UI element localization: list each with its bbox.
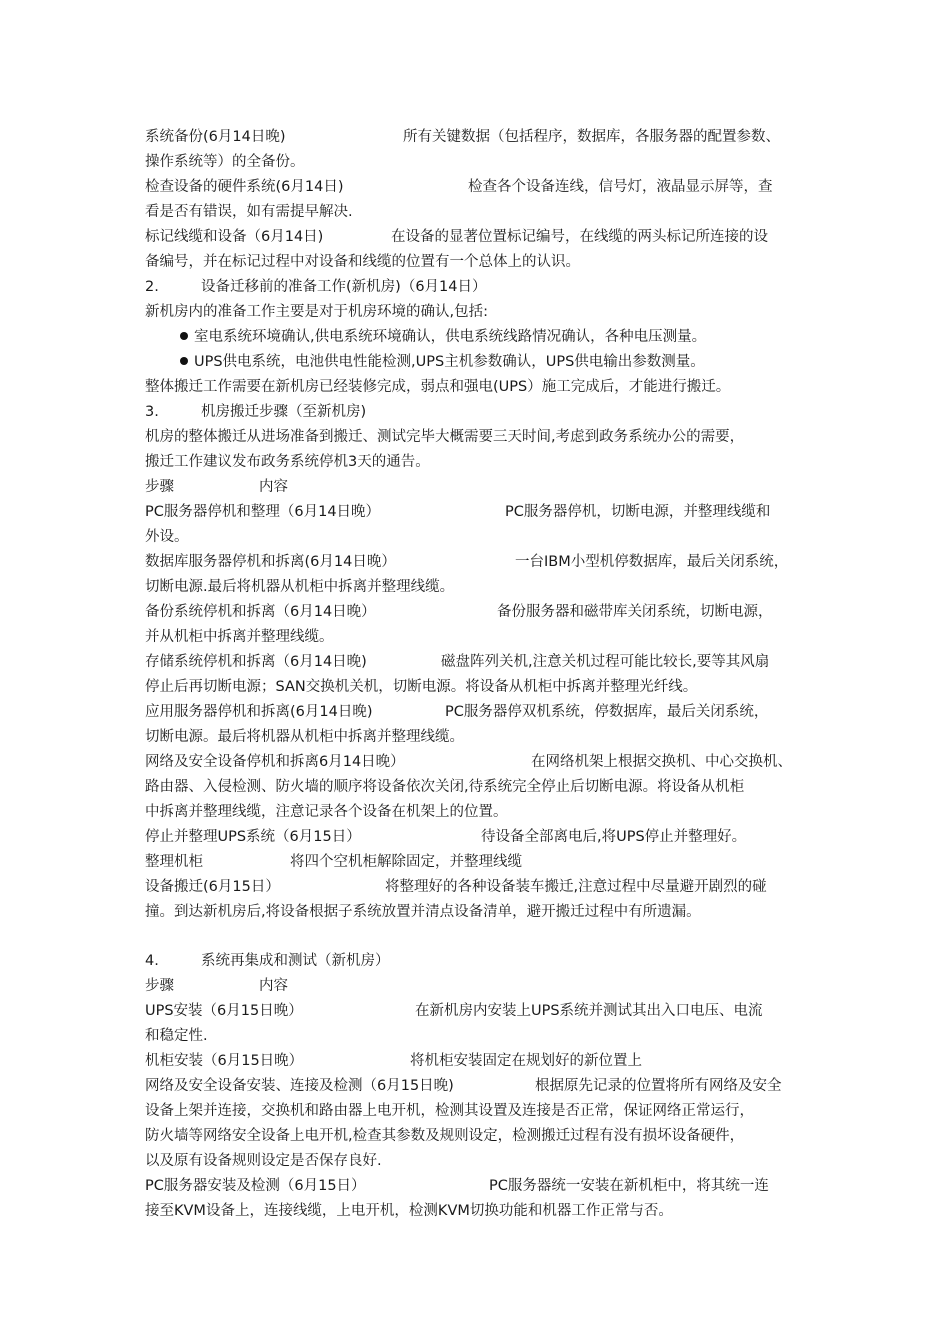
bullet-icon	[180, 332, 188, 340]
text-line: 撞。到达新机房后,将设备根据子系统放置并清点设备清单，避开搬迁过程中有所遗漏。	[145, 904, 701, 920]
table-header: 步骤 内容	[145, 978, 288, 994]
text-line: PC服务器停机和整理（6月14日晚） PC服务器停机，切断电源，并整理线缆和	[145, 504, 771, 520]
bullet-icon	[180, 357, 188, 365]
text-line: 标记线缆和设备（6月14日) 在设备的显著位置标记编号，在线缆的两头标记所连接的设	[145, 229, 768, 245]
text-line: 系统备份(6月14日晚) 所有关键数据（包括程序，数据库，各服务器的配置参数、	[145, 129, 780, 145]
bullet-item: 室电系统环境确认,供电系统环境确认，供电系统线路情况确认，各种电压测量。	[180, 327, 706, 347]
text-line: 网络及安全设备安装、连接及检测（6月15日晚) 根据原先记录的位置将所有网络及安全	[145, 1078, 782, 1094]
text-line: 防火墙等网络安全设备上电开机,检查其参数及规则设定，检测搬迁过程有没有损坏设备硬件，	[145, 1128, 745, 1144]
text-line: 存储系统停机和拆离（6月14日晚) 磁盘阵列关机,注意关机过程可能比较长,要等其风扇	[145, 654, 770, 670]
text-line: 整体搬迁工作需要在新机房已经装修完成，弱点和强电(UPS）施工完成后，才能进行搬迁。	[145, 379, 731, 395]
text-line: 外设。	[145, 529, 189, 545]
text-line: 操作系统等）的全备份。	[145, 154, 305, 170]
text-line: 搬迁工作建议发布政务系统停机3天的通告。	[145, 454, 430, 470]
section-heading: 2. 设备迁移前的准备工作(新机房)（6月14日）	[145, 279, 487, 295]
text-line: 和稳定性.	[145, 1028, 208, 1044]
text-line: 备份系统停机和拆离（6月14日晚） 备份服务器和磁带库关闭系统，切断电源，	[145, 604, 773, 620]
text-line: 设备搬迁(6月15日） 将整理好的各种设备装车搬迁,注意过程中尽量避开剧烈的碰	[145, 879, 767, 895]
section-heading: 4. 系统再集成和测试（新机房）	[145, 953, 390, 969]
text-line: 停止后再切断电源；SAN交换机关机，切断电源。将设备从机柜中拆离并整理光纤线。	[145, 679, 698, 695]
text-line: 接至KVM设备上，连接线缆，上电开机，检测KVM切换功能和机器工作正常与否。	[145, 1203, 673, 1219]
text-line: 检查设备的硬件系统(6月14日) 检查各个设备连线，信号灯，液晶显示屏等，查	[145, 179, 773, 195]
text-line: 网络及安全设备停机和拆离6月14日晚） 在网络机架上根据交换机、中心交换机、	[145, 754, 792, 770]
text-line: 切断电源.最后将机器从机柜中拆离并整理线缆。	[145, 579, 455, 595]
text-line: 并从机柜中拆离并整理线缆。	[145, 629, 334, 645]
text-line: 切断电源。最后将机器从机柜中拆离并整理线缆。	[145, 729, 464, 745]
text-line: 中拆离并整理线缆，注意记录各个设备在机架上的位置。	[145, 804, 508, 820]
text-line: 数据库服务器停机和拆离(6月14日晚） 一台IBM小型机停数据库，最后关闭系统，	[145, 554, 789, 570]
text-line: UPS安装（6月15日晚） 在新机房内安装上UPS系统并测试其出入口电压、电流	[145, 1003, 763, 1019]
text-line: 停止并整理UPS系统（6月15日） 待设备全部离电后,将UPS停止并整理好。	[145, 829, 747, 845]
bullet-item: UPS供电系统，电池供电性能检测,UPS主机参数确认，UPS供电输出参数测量。	[180, 352, 705, 372]
text-line: 机柜安装（6月15日晚） 将机柜安装固定在规划好的新位置上	[145, 1053, 642, 1069]
text-line: 设备上架并连接，交换机和路由器上电开机，检测其设置及连接是否正常，保证网络正常运行，	[145, 1103, 754, 1119]
text-line: 看是否有错误，如有需提早解决.	[145, 204, 353, 220]
table-header: 步骤 内容	[145, 479, 288, 495]
text-line: 整理机柜 将四个空机柜解除固定，并整理线缆	[145, 854, 522, 870]
text-line: 新机房内的准备工作主要是对于机房环境的确认,包括:	[145, 304, 488, 320]
text-line: PC服务器安装及检测（6月15日） PC服务器统一安装在新机柜中，将其统一连	[145, 1178, 769, 1194]
text-line: 备编号，并在标记过程中对设备和线缆的位置有一个总体上的认识。	[145, 254, 580, 270]
section-heading: 3. 机房搬迁步骤（至新机房)	[145, 404, 367, 420]
text-line: 应用服务器停机和拆离(6月14日晚) PC服务器停双机系统，停数据库，最后关闭系统，	[145, 704, 769, 720]
text-line: 以及原有设备规则设定是否保存良好.	[145, 1153, 382, 1169]
text-line: 路由器、入侵检测、防火墙的顺序将设备依次关闭,待系统完全停止后切断电源。将设备从机柜	[145, 779, 745, 795]
text-line: 机房的整体搬迁从进场准备到搬迁、测试完毕大概需要三天时间,考虑到政务系统办公的需要，	[145, 429, 745, 445]
